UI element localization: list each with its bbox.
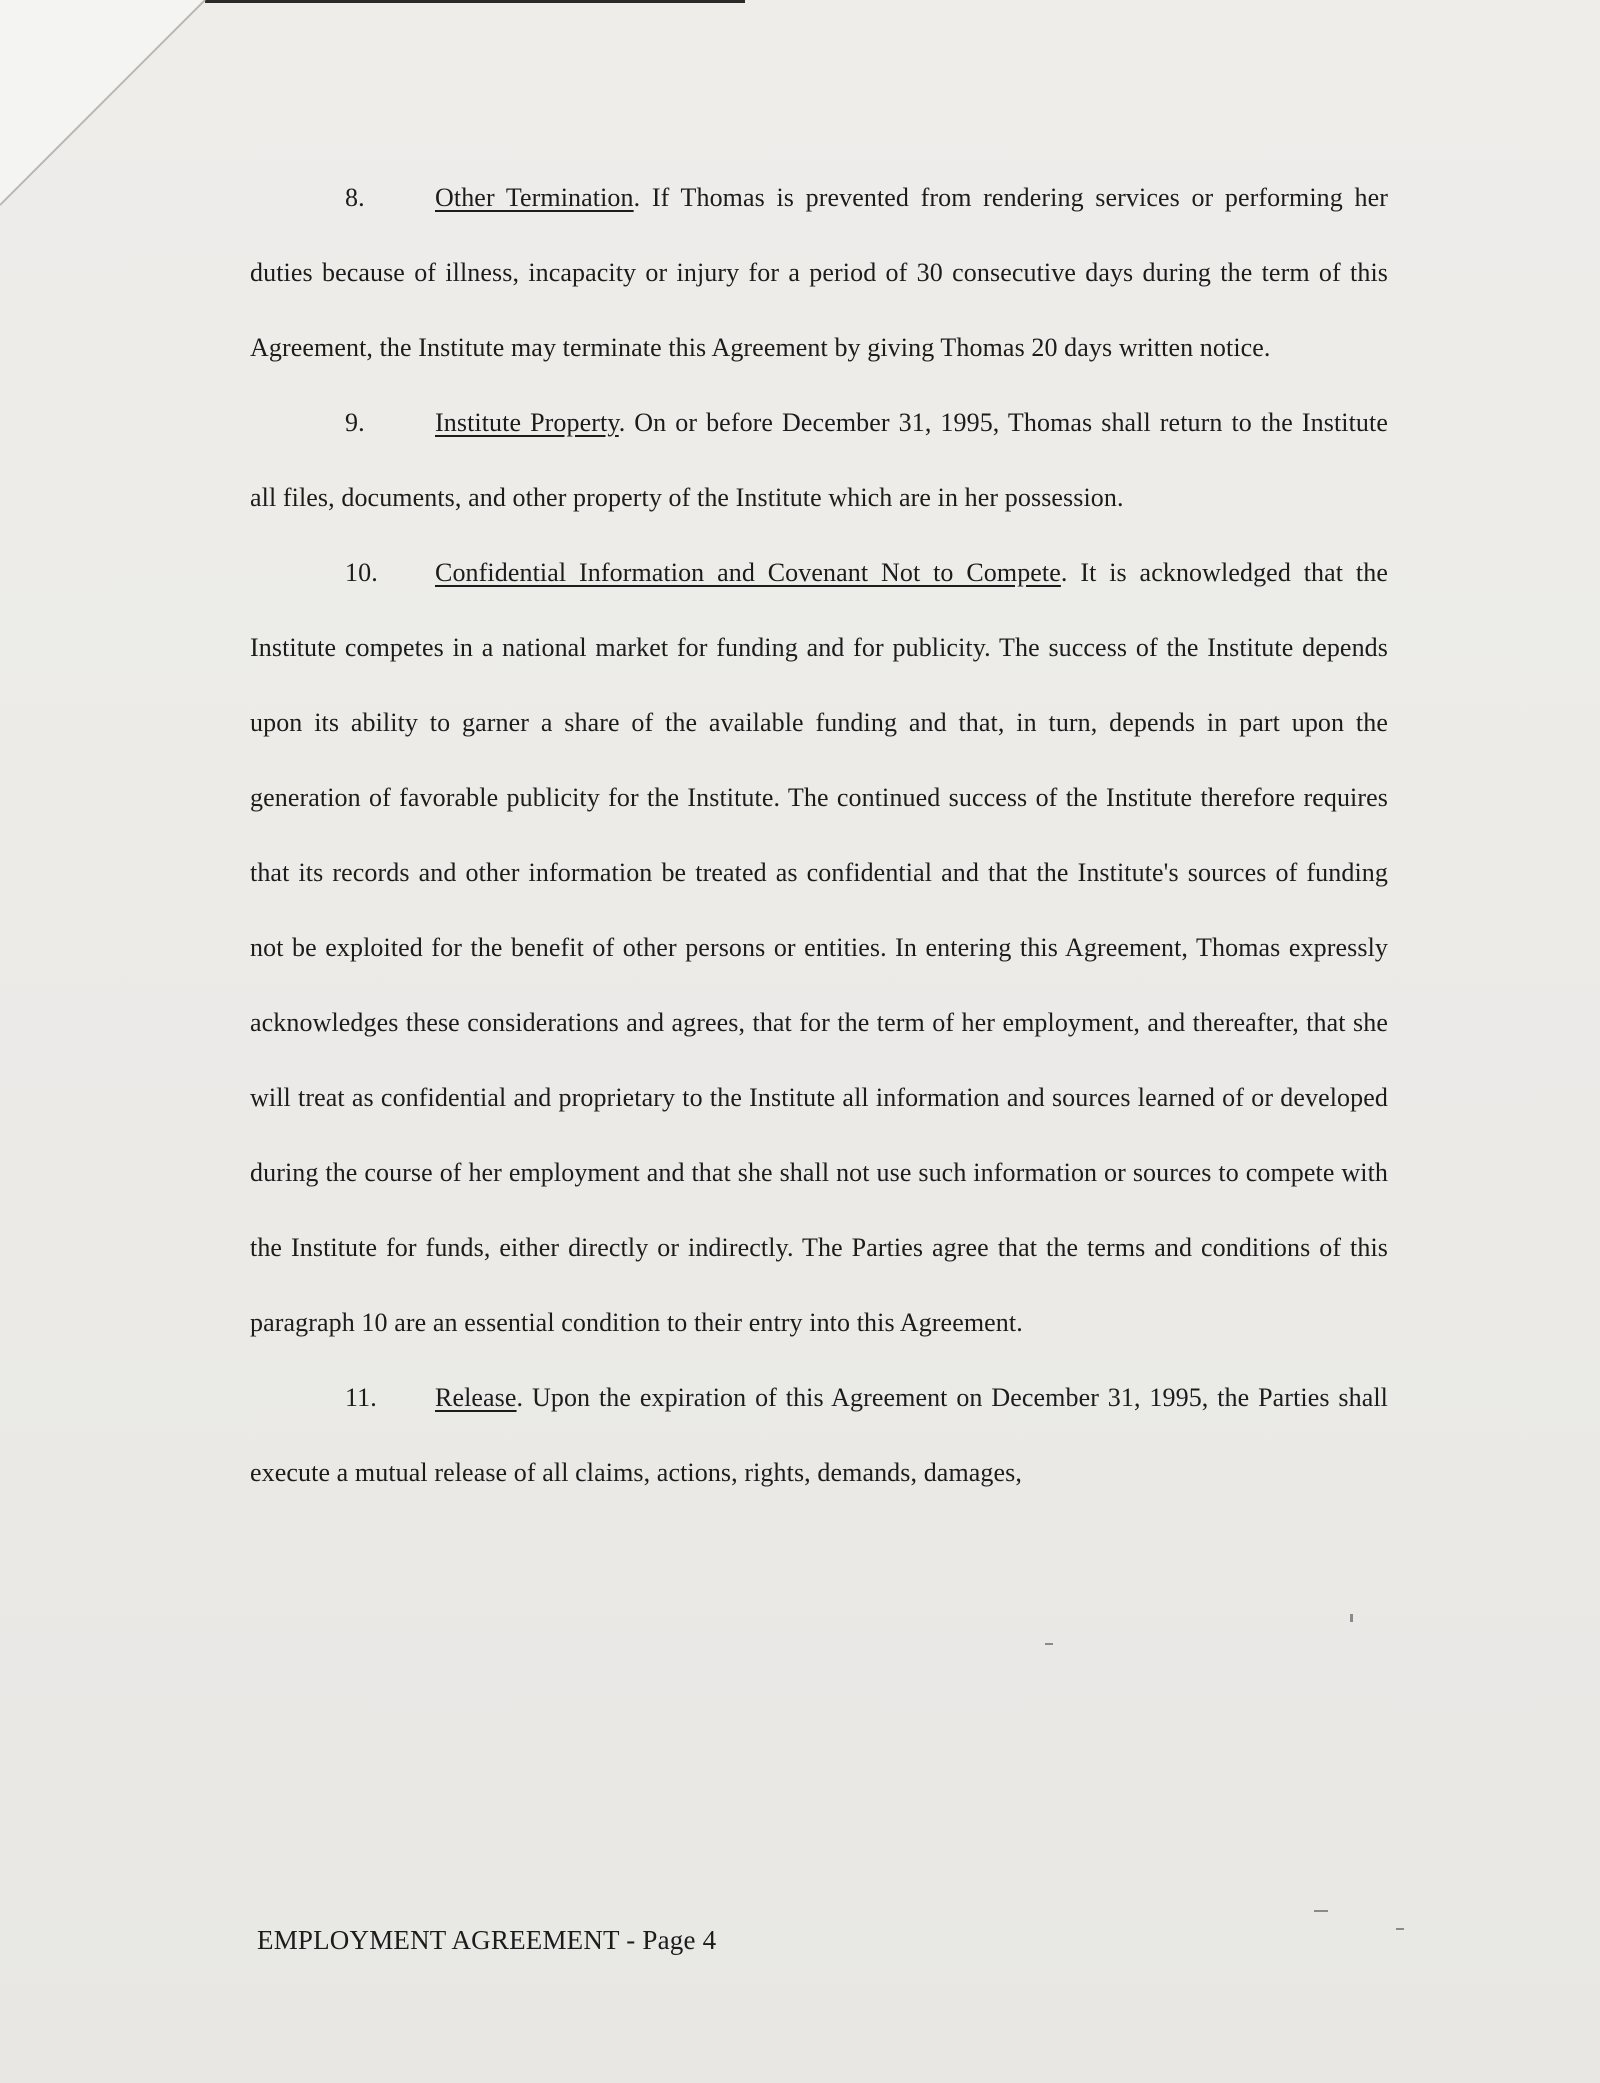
section-number: 8. <box>345 183 365 212</box>
scan-speck <box>1314 1910 1328 1912</box>
section-8 <box>250 160 1388 385</box>
section-number: 9. <box>345 408 365 437</box>
section-number: 10. <box>345 558 378 587</box>
section-text: . On or before December 31, 1995, Thomas shall return to the Institute all files, documents, and other property of the Institute which are in her possession. <box>250 408 1388 512</box>
folded-corner <box>0 0 260 230</box>
section-11 <box>250 1360 1388 1510</box>
section-9 <box>250 385 1388 535</box>
section-heading: Other Termination <box>435 183 634 212</box>
section-text: . If Thomas is prevented from rendering services or performing her duties because of illness, incapacity or injury for a period of 30 consecutive days during the term of this Agreement, the Institute may terminate this Agreement by giving Thomas 20 days written notice. <box>250 183 1388 362</box>
section-heading: Confidential Information and Covenant Not to Compete <box>435 558 1061 587</box>
section-text: . Upon the expiration of this Agreement on December 31, 1995, the Parties shall execute a mutual release of all claims, actions, rights, demands, damages, <box>250 1383 1388 1487</box>
page-top-edge <box>205 0 745 3</box>
section-text: . It is acknowledged that the Institute competes in a national market for funding and for publicity. The success of the Institute depends upon its ability to garner a share of the available funding and that, in turn, depends in part upon the generation of favorable publicity for the Institute. The continued success of the Institute therefore requires that its records and other information be treated as confidential and that the Institute's sources of funding not be exploited for the benefit of other persons or entities. In entering this Agreement, Thomas expressly acknowledges these considerations and agrees, that for the term of her employment, and thereafter, that she will treat as confidential and proprietary to the Institute all information and sources learned of or developed during the course of her employment and that she shall not use such information or sources to compete with the Institute for funds, either directly or indirectly. The Parties agree that the terms and conditions of this paragraph 10 are an essential condition to their entry into this Agreement. <box>250 558 1388 1337</box>
agreement-body <box>250 160 1388 1510</box>
scan-speck <box>1350 1614 1353 1622</box>
section-heading: Release <box>435 1383 517 1412</box>
scan-speck <box>1396 1928 1404 1930</box>
section-heading: Institute Property <box>435 408 619 437</box>
section-10 <box>250 535 1388 1360</box>
page-footer: EMPLOYMENT AGREEMENT - Page 4 <box>257 1925 717 1955</box>
section-number: 11. <box>345 1383 377 1412</box>
scan-speck <box>1045 1643 1053 1645</box>
